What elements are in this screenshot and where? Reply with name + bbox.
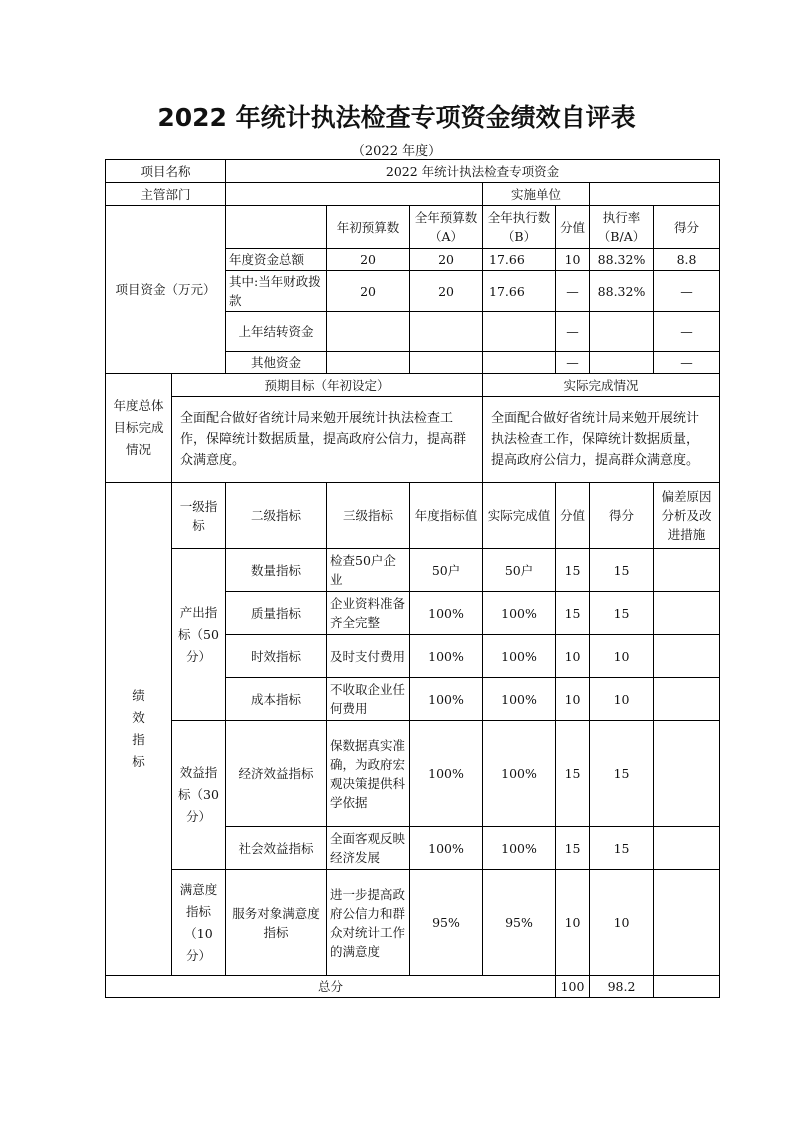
- funds-executed: 17.66: [483, 249, 556, 271]
- score-value: 10: [590, 635, 654, 678]
- remark-value: [654, 678, 720, 721]
- total-label: 总分: [106, 976, 556, 998]
- target-value: 100%: [410, 827, 483, 870]
- funds-col-header: 年初预算数: [327, 206, 410, 249]
- remark-value: [654, 870, 720, 976]
- score-value: 10: [590, 870, 654, 976]
- page-title: 2022 年统计执法检查专项资金绩效自评表: [157, 103, 636, 132]
- total-score: 98.2: [590, 976, 654, 998]
- impl-value: [590, 183, 720, 206]
- evaluation-table: [105, 159, 720, 998]
- impl-label: 实施单位: [483, 183, 590, 206]
- actual-value: 100%: [483, 592, 556, 635]
- funds-col-header: 全年执行数（B）: [483, 206, 556, 249]
- funds-annual: [410, 352, 483, 374]
- remark-value: [654, 827, 720, 870]
- indicator-col-header: 分值: [556, 483, 590, 549]
- indicator-row: [106, 721, 720, 827]
- indicator-col-header: 二级指标: [226, 483, 327, 549]
- funds-score: 8.8: [654, 249, 720, 271]
- target-value: 100%: [410, 678, 483, 721]
- actual-value: 50户: [483, 549, 556, 592]
- expected-goal-label: 预期目标（年初设定）: [172, 374, 483, 397]
- funds-row-name: 其他资金: [226, 352, 327, 374]
- total-remark: [654, 976, 720, 998]
- funds-annual: [410, 312, 483, 352]
- funds-row-name: 其中:当年财政拨款: [226, 271, 327, 312]
- funds-initial: 20: [327, 249, 410, 271]
- funds-weight: —: [556, 312, 590, 352]
- actual-value: 100%: [483, 721, 556, 827]
- level3-indicator: 进一步提高政府公信力和群众对统计工作的满意度: [327, 870, 410, 976]
- indicator-row: [106, 870, 720, 976]
- funds-executed: [483, 352, 556, 374]
- funds-label: 项目资金（万元）: [106, 206, 226, 374]
- indicator-col-header: 实际完成值: [483, 483, 556, 549]
- level3-indicator: 及时支付费用: [327, 635, 410, 678]
- funds-annual: 20: [410, 249, 483, 271]
- level3-indicator: 全面客观反映经济发展: [327, 827, 410, 870]
- remark-value: [654, 721, 720, 827]
- level2-indicator: 成本指标: [226, 678, 327, 721]
- funds-rate: [590, 312, 654, 352]
- goals-label: 年度总体目标完成情况: [106, 374, 172, 483]
- level2-indicator: 服务对象满意度指标: [226, 870, 327, 976]
- funds-rate: 88.32%: [590, 249, 654, 271]
- funds-col-header: 执行率（B/A）: [590, 206, 654, 249]
- expected-goal-text: 全面配合做好省统计局来勉开展统计执法检查工作，保障统计数据质量，提高政府公信力，提高群众满意度。: [172, 397, 483, 483]
- level1-indicator: 效益指标（30分）: [172, 721, 226, 870]
- level2-indicator: 经济效益指标: [226, 721, 327, 827]
- target-value: 50户: [410, 549, 483, 592]
- weight-value: 15: [556, 592, 590, 635]
- level1-indicator: 产出指标（50分）: [172, 549, 226, 721]
- funds-weight: 10: [556, 249, 590, 271]
- target-value: 100%: [410, 592, 483, 635]
- actual-value: 100%: [483, 635, 556, 678]
- funds-executed: [483, 312, 556, 352]
- level3-indicator: 检查50户企业: [327, 549, 410, 592]
- score-value: 15: [590, 827, 654, 870]
- remark-value: [654, 635, 720, 678]
- level3-indicator: 不收取企业任何费用: [327, 678, 410, 721]
- total-row: [106, 976, 720, 998]
- level3-indicator: 保数据真实准确，为政府宏观决策提供科学依据: [327, 721, 410, 827]
- actual-result-text: 全面配合做好省统计局来勉开展统计执法检查工作，保障统计数据质量，提高政府公信力，提高群众满意度。: [483, 397, 720, 483]
- indicator-row: [106, 549, 720, 592]
- level2-indicator: 数量指标: [226, 549, 327, 592]
- funds-annual: 20: [410, 271, 483, 312]
- dept-label: 主管部门: [106, 183, 226, 206]
- total-weight: 100: [556, 976, 590, 998]
- funds-header-blank: [226, 206, 327, 249]
- funds-weight: —: [556, 271, 590, 312]
- actual-value: 100%: [483, 827, 556, 870]
- funds-score: —: [654, 312, 720, 352]
- score-value: 15: [590, 721, 654, 827]
- funds-col-header: 全年预算数（A）: [410, 206, 483, 249]
- funds-initial: 20: [327, 271, 410, 312]
- target-value: 100%: [410, 635, 483, 678]
- funds-row-name: 年度资金总额: [226, 249, 327, 271]
- indicator-col-header: 一级指标: [172, 483, 226, 549]
- funds-row-name: 上年结转资金: [226, 312, 327, 352]
- weight-value: 15: [556, 549, 590, 592]
- level2-indicator: 质量指标: [226, 592, 327, 635]
- actual-result-label: 实际完成情况: [483, 374, 720, 397]
- indicator-col-header: 偏差原因分析及改进措施: [654, 483, 720, 549]
- funds-rate: 88.32%: [590, 271, 654, 312]
- actual-value: 100%: [483, 678, 556, 721]
- funds-score: —: [654, 352, 720, 374]
- remark-value: [654, 549, 720, 592]
- funds-rate: [590, 352, 654, 374]
- level3-indicator: 企业资料准备齐全完整: [327, 592, 410, 635]
- funds-initial: [327, 312, 410, 352]
- dept-value: [226, 183, 483, 206]
- target-value: 95%: [410, 870, 483, 976]
- funds-col-header: 得分: [654, 206, 720, 249]
- subtitle: （2022 年度）: [351, 144, 442, 159]
- actual-value: 95%: [483, 870, 556, 976]
- project-name-label: 项目名称: [106, 160, 226, 183]
- level1-indicator: 满意度指标（10分）: [172, 870, 226, 976]
- weight-value: 10: [556, 678, 590, 721]
- indicators-label: 绩效指标: [106, 483, 172, 976]
- funds-weight: —: [556, 352, 590, 374]
- project-name-value: 2022 年统计执法检查专项资金: [226, 160, 720, 183]
- funds-score: —: [654, 271, 720, 312]
- score-value: 10: [590, 678, 654, 721]
- level2-indicator: 社会效益指标: [226, 827, 327, 870]
- level2-indicator: 时效指标: [226, 635, 327, 678]
- weight-value: 10: [556, 870, 590, 976]
- funds-col-header: 分值: [556, 206, 590, 249]
- score-value: 15: [590, 592, 654, 635]
- remark-value: [654, 592, 720, 635]
- target-value: 100%: [410, 721, 483, 827]
- indicator-col-header: 得分: [590, 483, 654, 549]
- funds-initial: [327, 352, 410, 374]
- weight-value: 15: [556, 827, 590, 870]
- weight-value: 10: [556, 635, 590, 678]
- funds-executed: 17.66: [483, 271, 556, 312]
- score-value: 15: [590, 549, 654, 592]
- indicator-col-header: 年度指标值: [410, 483, 483, 549]
- indicator-col-header: 三级指标: [327, 483, 410, 549]
- weight-value: 15: [556, 721, 590, 827]
